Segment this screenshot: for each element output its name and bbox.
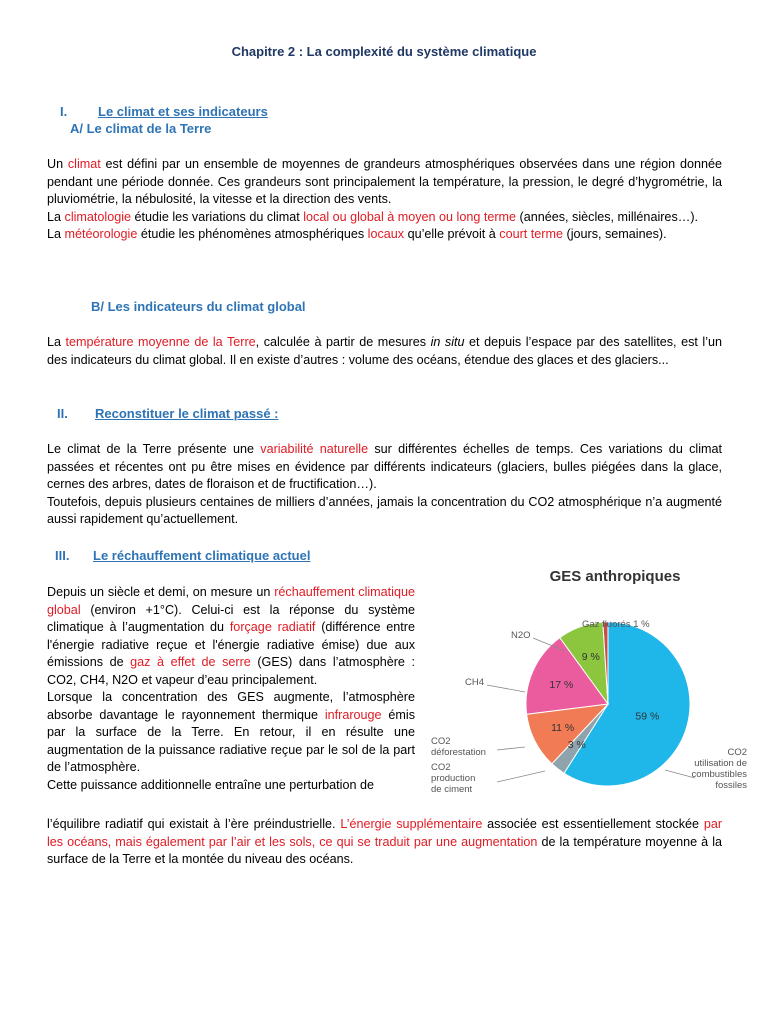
label-text bbox=[692, 747, 748, 791]
section-1-body bbox=[47, 156, 722, 244]
leader-line bbox=[665, 770, 695, 778]
text: l’équilibre radiatif qui existait à l’ère préindustrielle. bbox=[47, 817, 341, 831]
pie-slices bbox=[526, 622, 690, 786]
subsection-b-heading: B/ Les indicateurs du climat global bbox=[91, 299, 306, 314]
section-3-heading bbox=[55, 548, 310, 563]
leader-line bbox=[487, 685, 525, 692]
label-text bbox=[431, 762, 475, 795]
pie-outer-label-3 bbox=[465, 677, 525, 692]
chart-title: GES anthropiques bbox=[549, 568, 681, 585]
paragraph-puissance-start: Cette puissance additionnelle entraîne une perturbation de bbox=[47, 777, 374, 792]
paragraph-ges bbox=[47, 689, 415, 777]
section-2-body bbox=[47, 441, 722, 529]
text: sur différentes échelles de temps. Ces variations du climat passées et récentes ont pu être mises en évidence par différents indicateurs (glaciers, bulles piégées dans la glace, cernes des arbres, dates de floraison et de fructification…). bbox=[47, 442, 723, 491]
highlight: local ou global à moyen ou long terme bbox=[303, 209, 517, 224]
label-line: utilisation de bbox=[694, 758, 747, 769]
highlight: météorologie bbox=[64, 227, 138, 241]
label-line: Gaz fluorés 1 % bbox=[582, 619, 650, 630]
text: Le climat de la Terre présente une bbox=[47, 442, 261, 456]
highlight: climatologie bbox=[64, 209, 132, 224]
text: , calculée à partir de mesures bbox=[255, 335, 431, 349]
label-line: CO2 bbox=[727, 747, 747, 758]
text: Depuis un siècle et demi, on mesure un bbox=[47, 585, 275, 599]
italic-text: in situ bbox=[430, 335, 465, 349]
highlight: réchauffement climatique global bbox=[47, 585, 415, 617]
label-line: combustibles bbox=[691, 769, 747, 780]
pie-value-label-2: 11 % bbox=[551, 722, 575, 735]
section-1-number: I. bbox=[60, 104, 68, 119]
text: (GES) dans l’atmosphère : CO2, CH4, N2O et vapeur d’eau principalement. bbox=[47, 655, 415, 687]
text: (années, siècles, millénaires…). bbox=[516, 209, 699, 224]
paragraph-variabilite bbox=[47, 441, 722, 494]
text: est défini par un ensemble de moyennes de grandeurs atmosphériques observées dans une région donnée pendant une période donnée. Ces grandeurs sont principalement la température, la pression, le degré d’hygrométrie, la pluviométrie, la nébulosité, la vitesse et la direction des vents. bbox=[47, 157, 722, 206]
text: de la température moyenne à la surface de la Terre et la montée du niveau des océans. bbox=[47, 834, 722, 866]
text: étudie les variations du climat bbox=[131, 209, 304, 224]
leader-line bbox=[497, 771, 545, 782]
text: (jours, semaines). bbox=[563, 227, 667, 241]
pie-chart-svg bbox=[425, 560, 755, 820]
pie-outer-label-5 bbox=[582, 619, 650, 630]
label-text bbox=[465, 677, 484, 688]
label-line: N2O bbox=[511, 630, 531, 641]
pie-value-label-0: 59 % bbox=[635, 710, 660, 723]
paragraph-equilibre bbox=[47, 816, 722, 869]
text: Un bbox=[47, 157, 68, 171]
subsection-a-heading: A/ Le climat de la Terre bbox=[70, 121, 212, 136]
section-1-title: Le climat et ses indicateurs bbox=[98, 104, 268, 119]
highlight: court terme bbox=[499, 227, 563, 241]
page-title: Chapitre 2 : La complexité du système climatique bbox=[231, 44, 537, 59]
label-text bbox=[431, 736, 486, 758]
label-line: déforestation bbox=[431, 747, 486, 758]
highlight: L’énergie supplémentaire bbox=[340, 817, 483, 831]
text: (différence entre l'énergie radiative reçue et l'énergie radiative émise) due aux émissions de bbox=[47, 620, 415, 669]
label-text bbox=[511, 630, 531, 641]
label-line: CH4 bbox=[465, 677, 485, 688]
text: associée est essentiellement stockée bbox=[482, 817, 704, 831]
pie-value-label-4: 9 % bbox=[581, 651, 600, 664]
highlight: infrarouge bbox=[324, 707, 382, 722]
label-line: CO2 bbox=[431, 762, 451, 773]
label-line: de ciment bbox=[431, 784, 473, 795]
paragraph-co2: Toutefois, depuis plusieurs centaines de milliers d’années, jamais la concentration du CO2 atmosphérique n’a augmenté aussi rapidement qu’actuellement. bbox=[47, 494, 722, 526]
highlight: gaz à effet de serre bbox=[130, 655, 251, 669]
text: La bbox=[47, 335, 66, 349]
paragraph-climat bbox=[47, 156, 722, 209]
pie-outer-label-1 bbox=[431, 762, 545, 795]
paragraph-temperature bbox=[47, 334, 722, 369]
pie-outer-label-2 bbox=[431, 736, 525, 758]
highlight: par les océans, mais également par l’air et les sols, ce qui se traduit par une augmentation bbox=[47, 817, 723, 849]
highlight: locaux bbox=[367, 227, 405, 241]
highlight: température moyenne de la Terre bbox=[65, 335, 256, 349]
label-text bbox=[582, 619, 650, 630]
paragraph-text bbox=[47, 334, 722, 369]
section-2-heading bbox=[57, 406, 279, 421]
section-3-body-full bbox=[47, 816, 722, 869]
highlight: variabilité naturelle bbox=[260, 442, 369, 456]
section-2-title: Reconstituer le climat passé : bbox=[95, 406, 279, 421]
highlight: climat bbox=[67, 157, 101, 171]
text: La bbox=[47, 227, 65, 241]
text: et depuis l’espace par des satellites, est l’un des indicateurs du climat global. Il en existe d’autres : volume des océans, étendue des glaces et des glaciers... bbox=[47, 335, 723, 367]
text: (environ +1°C). Celui-ci est la réponse du système climatique à l’augmentation du bbox=[47, 602, 415, 634]
pie-value-label-1: 3 % bbox=[567, 739, 586, 752]
section-3-number: III. bbox=[55, 548, 70, 563]
paragraph-meteorologie bbox=[47, 226, 722, 244]
section-1-heading bbox=[60, 104, 268, 119]
paragraph-climatologie bbox=[47, 209, 722, 227]
leader-line bbox=[497, 747, 525, 750]
text: étudie les phénomènes atmosphériques bbox=[137, 227, 368, 241]
section-2-number: II. bbox=[57, 406, 68, 421]
label-line: production bbox=[431, 773, 476, 784]
text: Lorsque la concentration des GES augmente, l’atmosphère absorbe davantage le rayonnement thermique bbox=[47, 690, 415, 722]
text: émis par la surface de la Terre. En retour, il en résulte une augmentation de la puissance radiative reçue par le sol de la part de l’atmosphère. bbox=[47, 707, 415, 774]
pie-outer-label-0 bbox=[665, 747, 747, 791]
text: qu’elle prévoit à bbox=[404, 227, 500, 241]
label-line: CO2 bbox=[431, 736, 451, 747]
label-line: fossiles bbox=[715, 780, 747, 791]
section-3-body-left bbox=[47, 584, 415, 794]
highlight: forçage radiatif bbox=[229, 620, 316, 634]
pie-value-label-3: 17 % bbox=[549, 678, 574, 691]
paragraph-rechauffement bbox=[47, 584, 415, 689]
text: La bbox=[47, 209, 65, 224]
section-3-title: Le réchauffement climatique actuel bbox=[93, 548, 311, 563]
ges-pie-chart bbox=[425, 560, 755, 820]
